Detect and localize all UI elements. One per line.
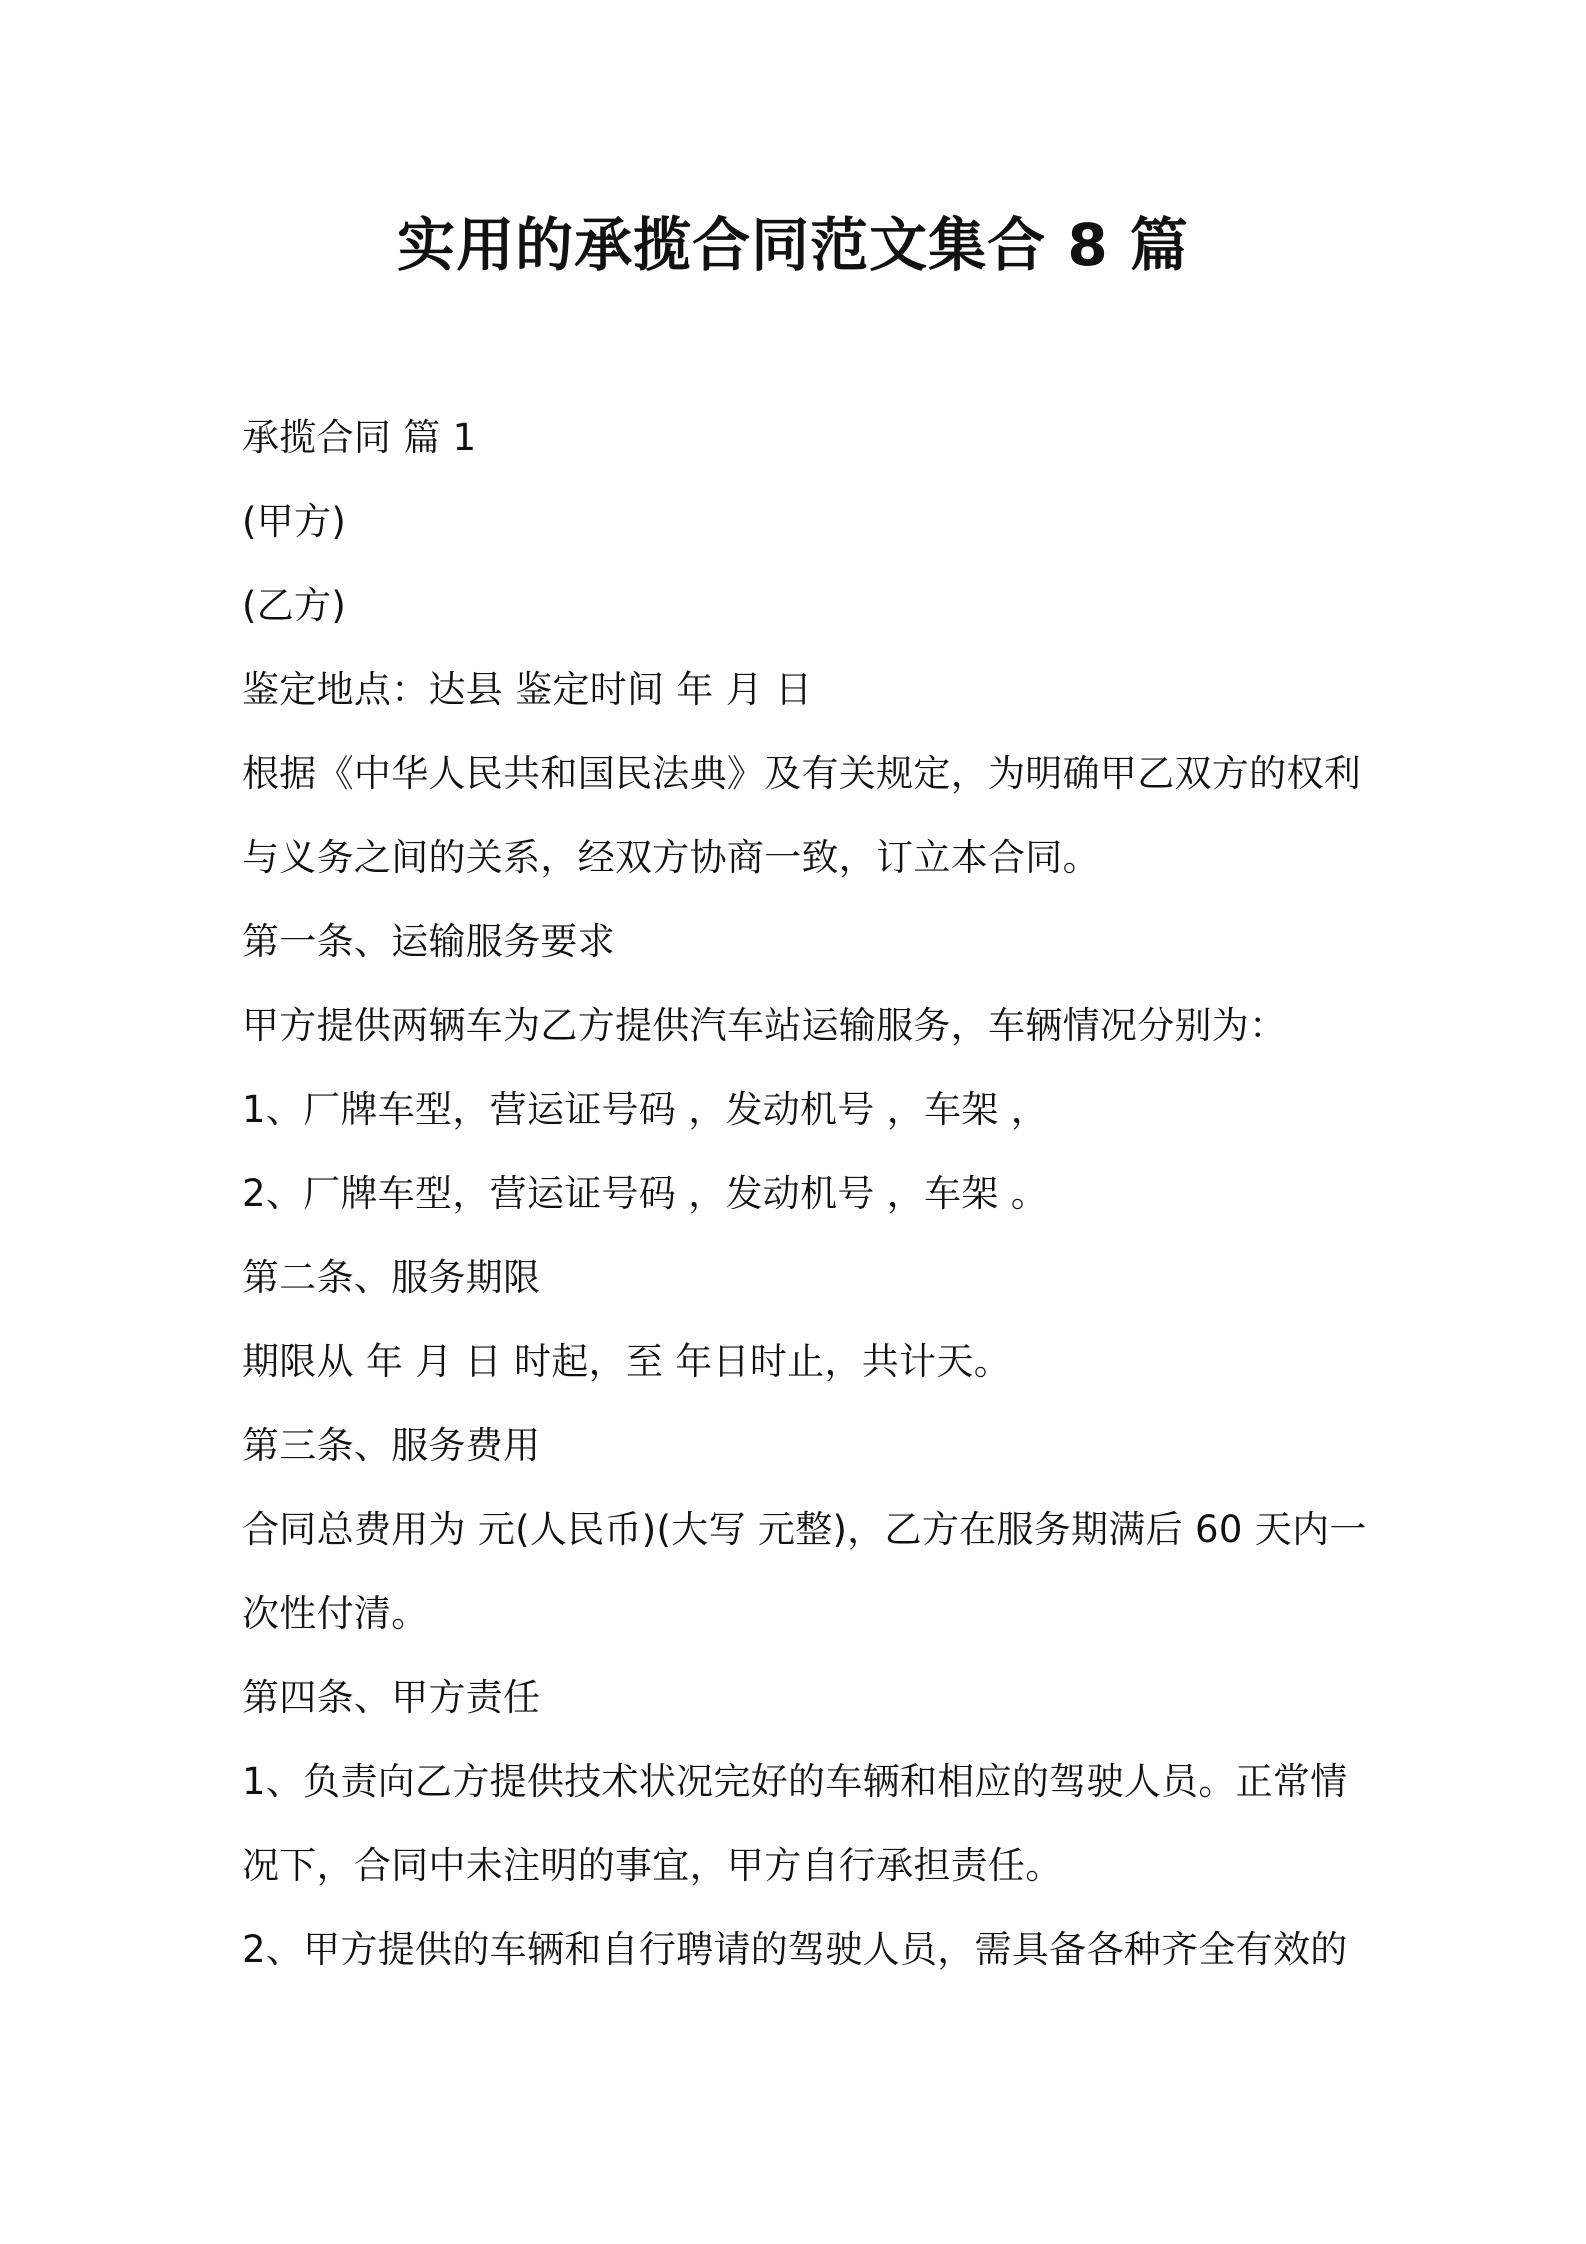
article-heading: 第三条、服务费用 xyxy=(242,1424,541,1467)
section-heading: 承揽合同 篇 1 xyxy=(242,416,477,459)
list-item: 1、厂牌车型，营运证号码 ，发动机号 ，车架 ， xyxy=(242,1088,1049,1131)
list-item: 况下，合同中未注明的事宜，甲方自行承担责任。 xyxy=(242,1844,1063,1887)
body-paragraph-line: 与义务之间的关系，经双方协商一致，订立本合同。 xyxy=(242,836,1100,879)
list-item: 1、负责向乙方提供技术状况完好的车辆和相应的驾驶人员。正常情 xyxy=(242,1760,1348,1803)
party-b-line: (乙方) xyxy=(242,584,347,627)
body-paragraph-line: 根据《中华人民共和国民法典》及有关规定，为明确甲乙双方的权利 xyxy=(242,752,1361,795)
location-date-line: 鉴定地点：达县 鉴定时间 年 月 日 xyxy=(242,668,813,711)
party-a-line: (甲方) xyxy=(242,500,347,543)
list-item: 2、厂牌车型，营运证号码 ，发动机号 ，车架 。 xyxy=(242,1172,1049,1215)
article-heading: 第四条、甲方责任 xyxy=(242,1676,541,1719)
body-paragraph-line: 期限从 年 月 日 时起，至 年日时止，共计天。 xyxy=(242,1340,1012,1383)
list-item: 2、甲方提供的车辆和自行聘请的驾驶人员，需具备各种齐全有效的 xyxy=(242,1928,1348,1971)
body-paragraph-line: 合同总费用为 元(人民币)(大写 元整)，乙方在服务期满后 60 天内一 xyxy=(242,1508,1367,1551)
body-paragraph-line: 次性付清。 xyxy=(242,1592,429,1635)
body-paragraph-line: 甲方提供两辆车为乙方提供汽车站运输服务，车辆情况分别为： xyxy=(242,1004,1287,1047)
article-heading: 第二条、服务期限 xyxy=(242,1256,541,1299)
document-title: 实用的承揽合同范文集合 8 篇 xyxy=(397,211,1189,279)
article-heading: 第一条、运输服务要求 xyxy=(242,920,615,963)
